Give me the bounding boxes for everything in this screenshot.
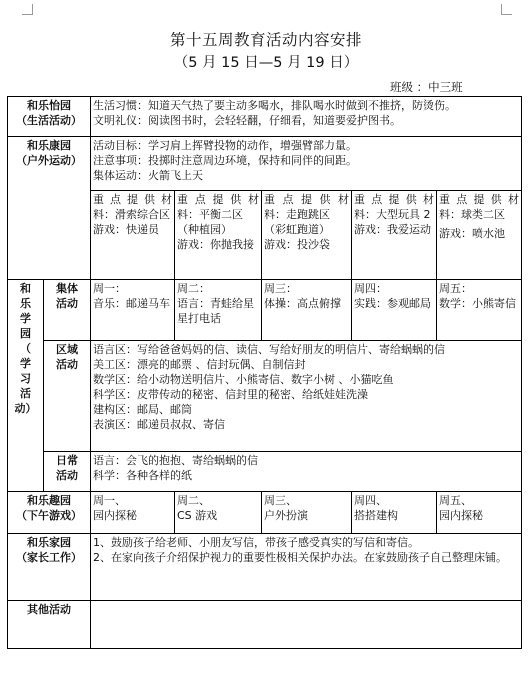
- game-text: 游戏：你抛我接: [177, 238, 254, 251]
- material-text: 料：大型玩具 2: [354, 208, 431, 221]
- area-content: [91, 341, 522, 452]
- language-area-text: 语言区：写给爸爸妈妈的信、读信、写给好朋友的明信片、寄给蜗蜗的信: [93, 343, 445, 356]
- daily-science-text: 科学：各种各样的纸: [93, 469, 192, 482]
- welcome-habit-text: 生活习惯：知道天气热了要主动多喝水，排队喝水时做到不推挤，防烫伤。: [93, 99, 456, 112]
- family-label-sub: （家长工作）: [16, 551, 82, 564]
- games-day-cell: [437, 492, 522, 534]
- material-text: 料：滑索综合区: [93, 208, 170, 221]
- game-text: 游戏：投沙袋: [264, 238, 330, 251]
- day-label: 周二：: [177, 282, 210, 295]
- outdoor-day-cell: [91, 191, 175, 280]
- row-other: [8, 601, 522, 649]
- math-area-text: 数学区：给小动物送明信片、小熊寄信、数字小树 、小猫吃鱼: [93, 373, 394, 386]
- material-label: 重点提供材: [264, 193, 349, 206]
- outdoor-day-cell: [262, 191, 352, 280]
- day-label: 周二、: [177, 494, 210, 507]
- activity-text: 音乐：邮递马车: [93, 297, 170, 310]
- area-label-line: 活动: [56, 358, 78, 371]
- day-label: 周三、: [264, 494, 297, 507]
- build-area-text: 建构区：邮局、邮筒: [93, 403, 192, 416]
- other-content: [91, 601, 522, 649]
- day-label: 周一：: [93, 282, 126, 295]
- daily-label-line: 日常: [56, 454, 78, 467]
- games-label-sub: （下午游戏）: [16, 509, 82, 522]
- science-area-text: 科学区：皮带传动的秘密、信封里的秘密、给纸娃娃洗澡: [93, 388, 368, 401]
- game-text: 游戏：我爱运动: [354, 223, 431, 236]
- row-collective: [8, 280, 522, 341]
- learning-label-char: 学: [20, 312, 31, 325]
- day-label: 周一、: [93, 494, 126, 507]
- art-area-text: 美工区：漂亮的邮票 、信封玩偶、自制信封: [93, 358, 306, 371]
- outdoor-label-main: 和乐康园: [27, 139, 71, 152]
- row-games: [8, 492, 522, 534]
- learning-label-char: 习: [20, 372, 31, 385]
- learning-label-char: 动）: [14, 402, 37, 415]
- activity-text: 数学：小熊寄信: [439, 297, 516, 310]
- daily-content: [91, 452, 522, 492]
- game-text: 园内探秘: [93, 509, 137, 522]
- family-item-1: 1、鼓励孩子给老师、小朋友写信，带孩子感受真实的写信和寄信。: [93, 536, 419, 549]
- games-day-cell: [91, 492, 175, 534]
- class-label: 班级 ：中三班: [390, 80, 463, 94]
- collective-day-cell: [91, 280, 175, 341]
- learning-label: [8, 280, 44, 492]
- day-label: 周三：: [264, 282, 297, 295]
- performance-area-text: 表演区：邮递员叔叔、寄信: [93, 418, 225, 431]
- day-label: 周五、: [439, 494, 472, 507]
- game-text: 园内探秘: [439, 509, 483, 522]
- outdoor-content: [91, 137, 522, 191]
- learning-label-char: 活: [20, 387, 31, 400]
- family-item-2: 2、在家向孩子介绍保护视力的重要性极相关保护办法。在家鼓励孩子自己整理床铺。: [93, 551, 507, 564]
- family-label-main: 和乐家园: [27, 536, 71, 549]
- row-outdoor-top: [8, 137, 522, 191]
- learning-label-char: （: [20, 342, 31, 355]
- game-text: 搭搭建构: [354, 509, 398, 522]
- row-daily: [8, 452, 522, 492]
- page-title: 第十五周教育活动内容安排: [169, 31, 362, 49]
- material-text: 料：走跑跳区（彩虹跑道）: [264, 208, 330, 236]
- game-text: CS 游戏: [177, 509, 218, 522]
- activity-text: 体操：高点俯撑: [264, 297, 341, 310]
- outdoor-notice-text: 注意事项：投掷时注意周边环境，保持和同伴的间距。: [93, 154, 357, 167]
- learning-label-char: 学: [20, 357, 31, 370]
- collective-day-cell: [437, 280, 522, 341]
- outdoor-day-cell: [175, 191, 262, 280]
- family-label: [8, 534, 91, 601]
- other-label: 其他活动: [8, 601, 91, 649]
- welcome-etiquette-text: 文明礼仪：阅读图书时，会轻轻翻，仔细看，知道要爱护图书。: [93, 114, 401, 127]
- row-welcome: [8, 97, 522, 137]
- area-label-line: 区域: [56, 343, 78, 356]
- welcome-label: [8, 97, 91, 137]
- day-label: 周五：: [439, 282, 472, 295]
- material-text: 料：球类二区: [439, 208, 505, 221]
- page-subtitle: （5 月 15 日—5 月 19 日）: [173, 55, 359, 71]
- day-label: 周四、: [354, 494, 387, 507]
- daily-language-text: 语言：会飞的抱抱、寄给蜗蜗的信: [93, 454, 258, 467]
- material-text: 料：平衡二区（种植园）: [177, 208, 243, 236]
- games-day-cell: [262, 492, 352, 534]
- outdoor-day-cell: [437, 191, 522, 280]
- material-label: 重点提供材: [177, 193, 259, 206]
- game-text: 游戏：快递员: [93, 223, 159, 236]
- schedule-table: [7, 96, 522, 649]
- collective-label-line: 活动: [56, 297, 78, 310]
- area-label: [44, 341, 91, 452]
- welcome-content: [91, 97, 522, 137]
- learning-label-char: 园: [20, 327, 31, 340]
- welcome-label-main: 和乐怡园: [27, 99, 71, 112]
- games-day-cell: [175, 492, 262, 534]
- row-area: [8, 341, 522, 452]
- learning-label-char: 和: [20, 282, 31, 295]
- outdoor-day-cell: [352, 191, 437, 280]
- collective-label: [44, 280, 91, 341]
- page-corner-mark-right: [501, 4, 512, 15]
- outdoor-label-sub: （户外运动）: [16, 154, 82, 167]
- games-label: [8, 492, 91, 534]
- activity-text: 语言：青蛙给星星打电话: [177, 297, 254, 325]
- collective-day-cell: [262, 280, 352, 341]
- collective-day-cell: [352, 280, 437, 341]
- daily-label: [44, 452, 91, 492]
- outdoor-goal-text: 活动目标：学习肩上挥臂投物的动作，增强臂部力量。: [93, 139, 357, 152]
- activity-text: 实践：参观邮局: [354, 297, 431, 310]
- material-label: 重点提供材: [354, 193, 434, 206]
- games-label-main: 和乐趣园: [27, 494, 71, 507]
- row-family: [8, 534, 522, 601]
- outdoor-label: [8, 137, 91, 280]
- outdoor-group-text: 集体运动：火箭飞上天: [93, 169, 203, 182]
- material-label: 重点提供材: [93, 193, 172, 206]
- daily-label-line: 活动: [56, 469, 78, 482]
- game-text: 户外扮演: [264, 509, 308, 522]
- learning-label-char: 乐: [20, 297, 31, 310]
- page-corner-mark-left: [22, 4, 33, 15]
- material-label: 重点提供材: [439, 193, 520, 206]
- family-content: [91, 534, 522, 601]
- collective-label-line: 集体: [56, 282, 78, 295]
- collective-day-cell: [175, 280, 262, 341]
- day-label: 周四：: [354, 282, 387, 295]
- game-text: 游戏：喷水池: [439, 227, 505, 240]
- games-day-cell: [352, 492, 437, 534]
- welcome-label-sub: （生活活动）: [16, 114, 82, 127]
